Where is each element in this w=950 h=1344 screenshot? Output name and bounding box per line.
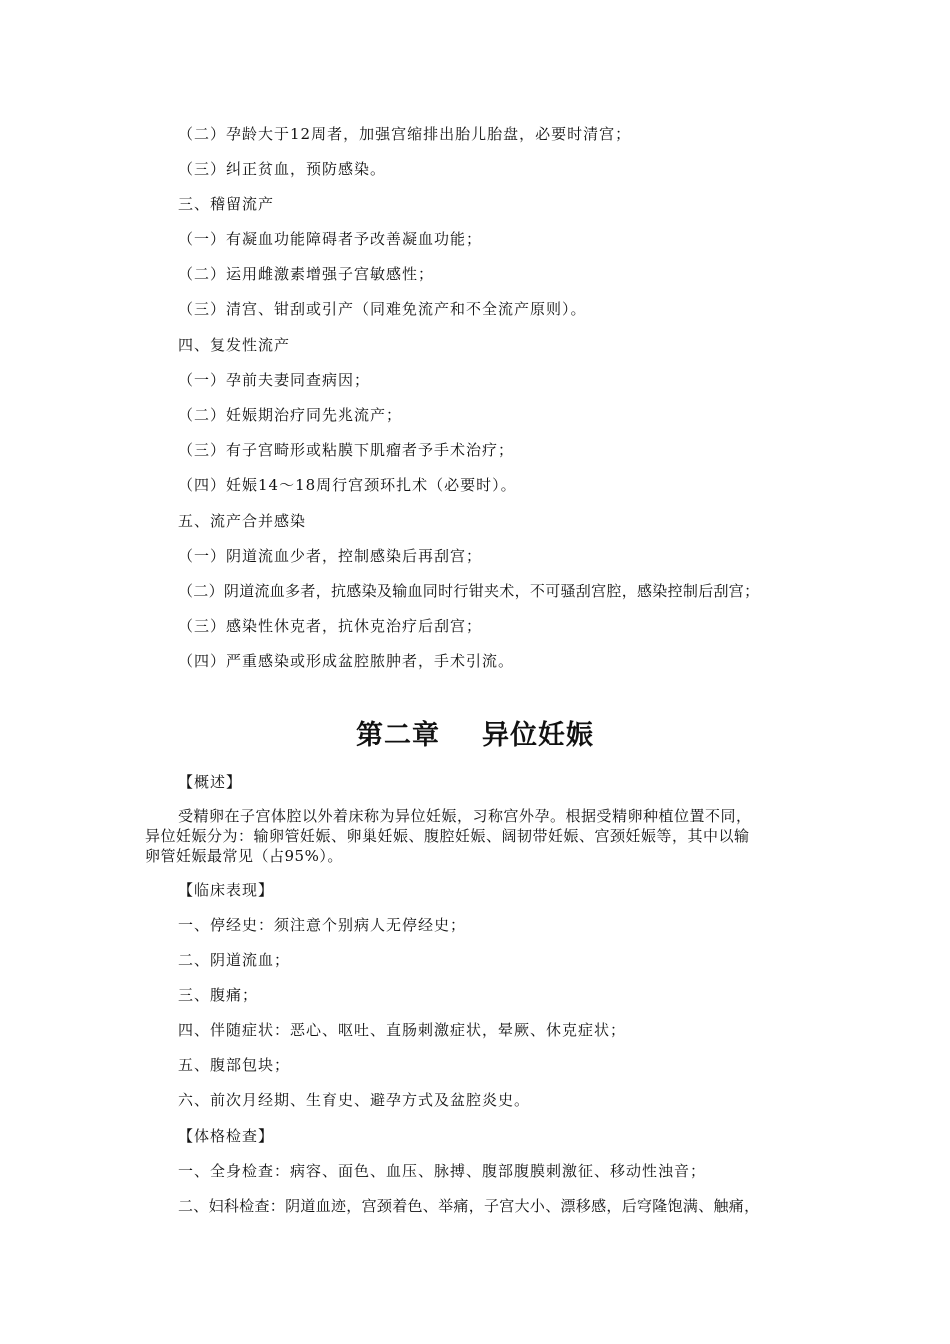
chapter-number: 第二章 [356, 720, 440, 751]
text-line: （二）孕龄大于12周者，加强宫缩排出胎儿胎盘，必要时清宫； [178, 125, 632, 143]
section-heading: 三、稽留流产 [178, 195, 275, 213]
exam-item: 二、妇科检查：阴道血迹，宫颈着色、举痛，子宫大小、漂移感，后穹隆饱满、触痛， [178, 1197, 760, 1215]
text-line: （一）有凝血功能障碍者予改善凝血功能； [178, 230, 483, 248]
paragraph-line: 异位妊娠分为：输卵管妊娠、卵巢妊娠、腹腔妊娠、阔韧带妊娠、宫颈妊娠等，其中以输 [145, 827, 750, 845]
clinical-item: 一、停经史：须注意个别病人无停经史； [178, 916, 467, 934]
text-line: （三）纠正贫血，预防感染。 [178, 160, 387, 178]
paragraph-line: 受精卵在子宫体腔以外着床称为异位妊娠，习称宫外孕。根据受精卵种植位置不同， [178, 807, 752, 825]
section-heading: 四、复发性流产 [178, 336, 291, 354]
clinical-item: 六、前次月经期、生育史、避孕方式及盆腔炎史。 [178, 1091, 531, 1109]
section-heading: 五、流产合并感染 [178, 512, 307, 530]
text-line: （二）运用雌激素增强子宫敏感性； [178, 265, 435, 283]
clinical-item: 二、阴道流血； [178, 951, 291, 969]
text-line: （二）阴道流血多者，抗感染及输血同时行钳夹术，不可骚刮宫腔，感染控制后刮宫； [178, 582, 760, 600]
clinical-heading: 【临床表现】 [178, 881, 275, 899]
chapter-name: 异位妊娠 [482, 720, 594, 751]
text-line: （一）阴道流血少者，控制感染后再刮宫； [178, 547, 483, 565]
text-line: （三）有子宫畸形或粘膜下肌瘤者予手术治疗； [178, 441, 515, 459]
text-line: （二）妊娠期治疗同先兆流产； [178, 406, 403, 424]
clinical-item: 五、腹部包块； [178, 1056, 291, 1074]
overview-paragraph [145, 806, 835, 866]
text-line: （四）妊娠14～18周行宫颈环扎术（必要时）。 [178, 476, 517, 494]
paragraph-line: 卵管妊娠最常见（占95%）。 [145, 847, 343, 865]
clinical-item: 四、伴随症状：恶心、呕吐、直肠刺激症状，晕厥、休克症状； [178, 1021, 627, 1039]
text-line: （三）清宫、钳刮或引产（同难免流产和不全流产原则）。 [178, 300, 587, 318]
clinical-item: 三、腹痛； [178, 986, 259, 1004]
text-line: （一）孕前夫妻同查病因； [178, 371, 371, 389]
exam-heading: 【体格检查】 [178, 1127, 275, 1145]
chapter-title [0, 718, 950, 754]
exam-item: 一、全身检查：病容、面色、血压、脉搏、腹部腹膜刺激征、移动性浊音； [178, 1162, 707, 1180]
text-line: （三）感染性休克者，抗休克治疗后刮宫； [178, 617, 483, 635]
text-line: （四）严重感染或形成盆腔脓肿者，手术引流。 [178, 652, 515, 670]
overview-heading: 【概述】 [178, 773, 243, 791]
